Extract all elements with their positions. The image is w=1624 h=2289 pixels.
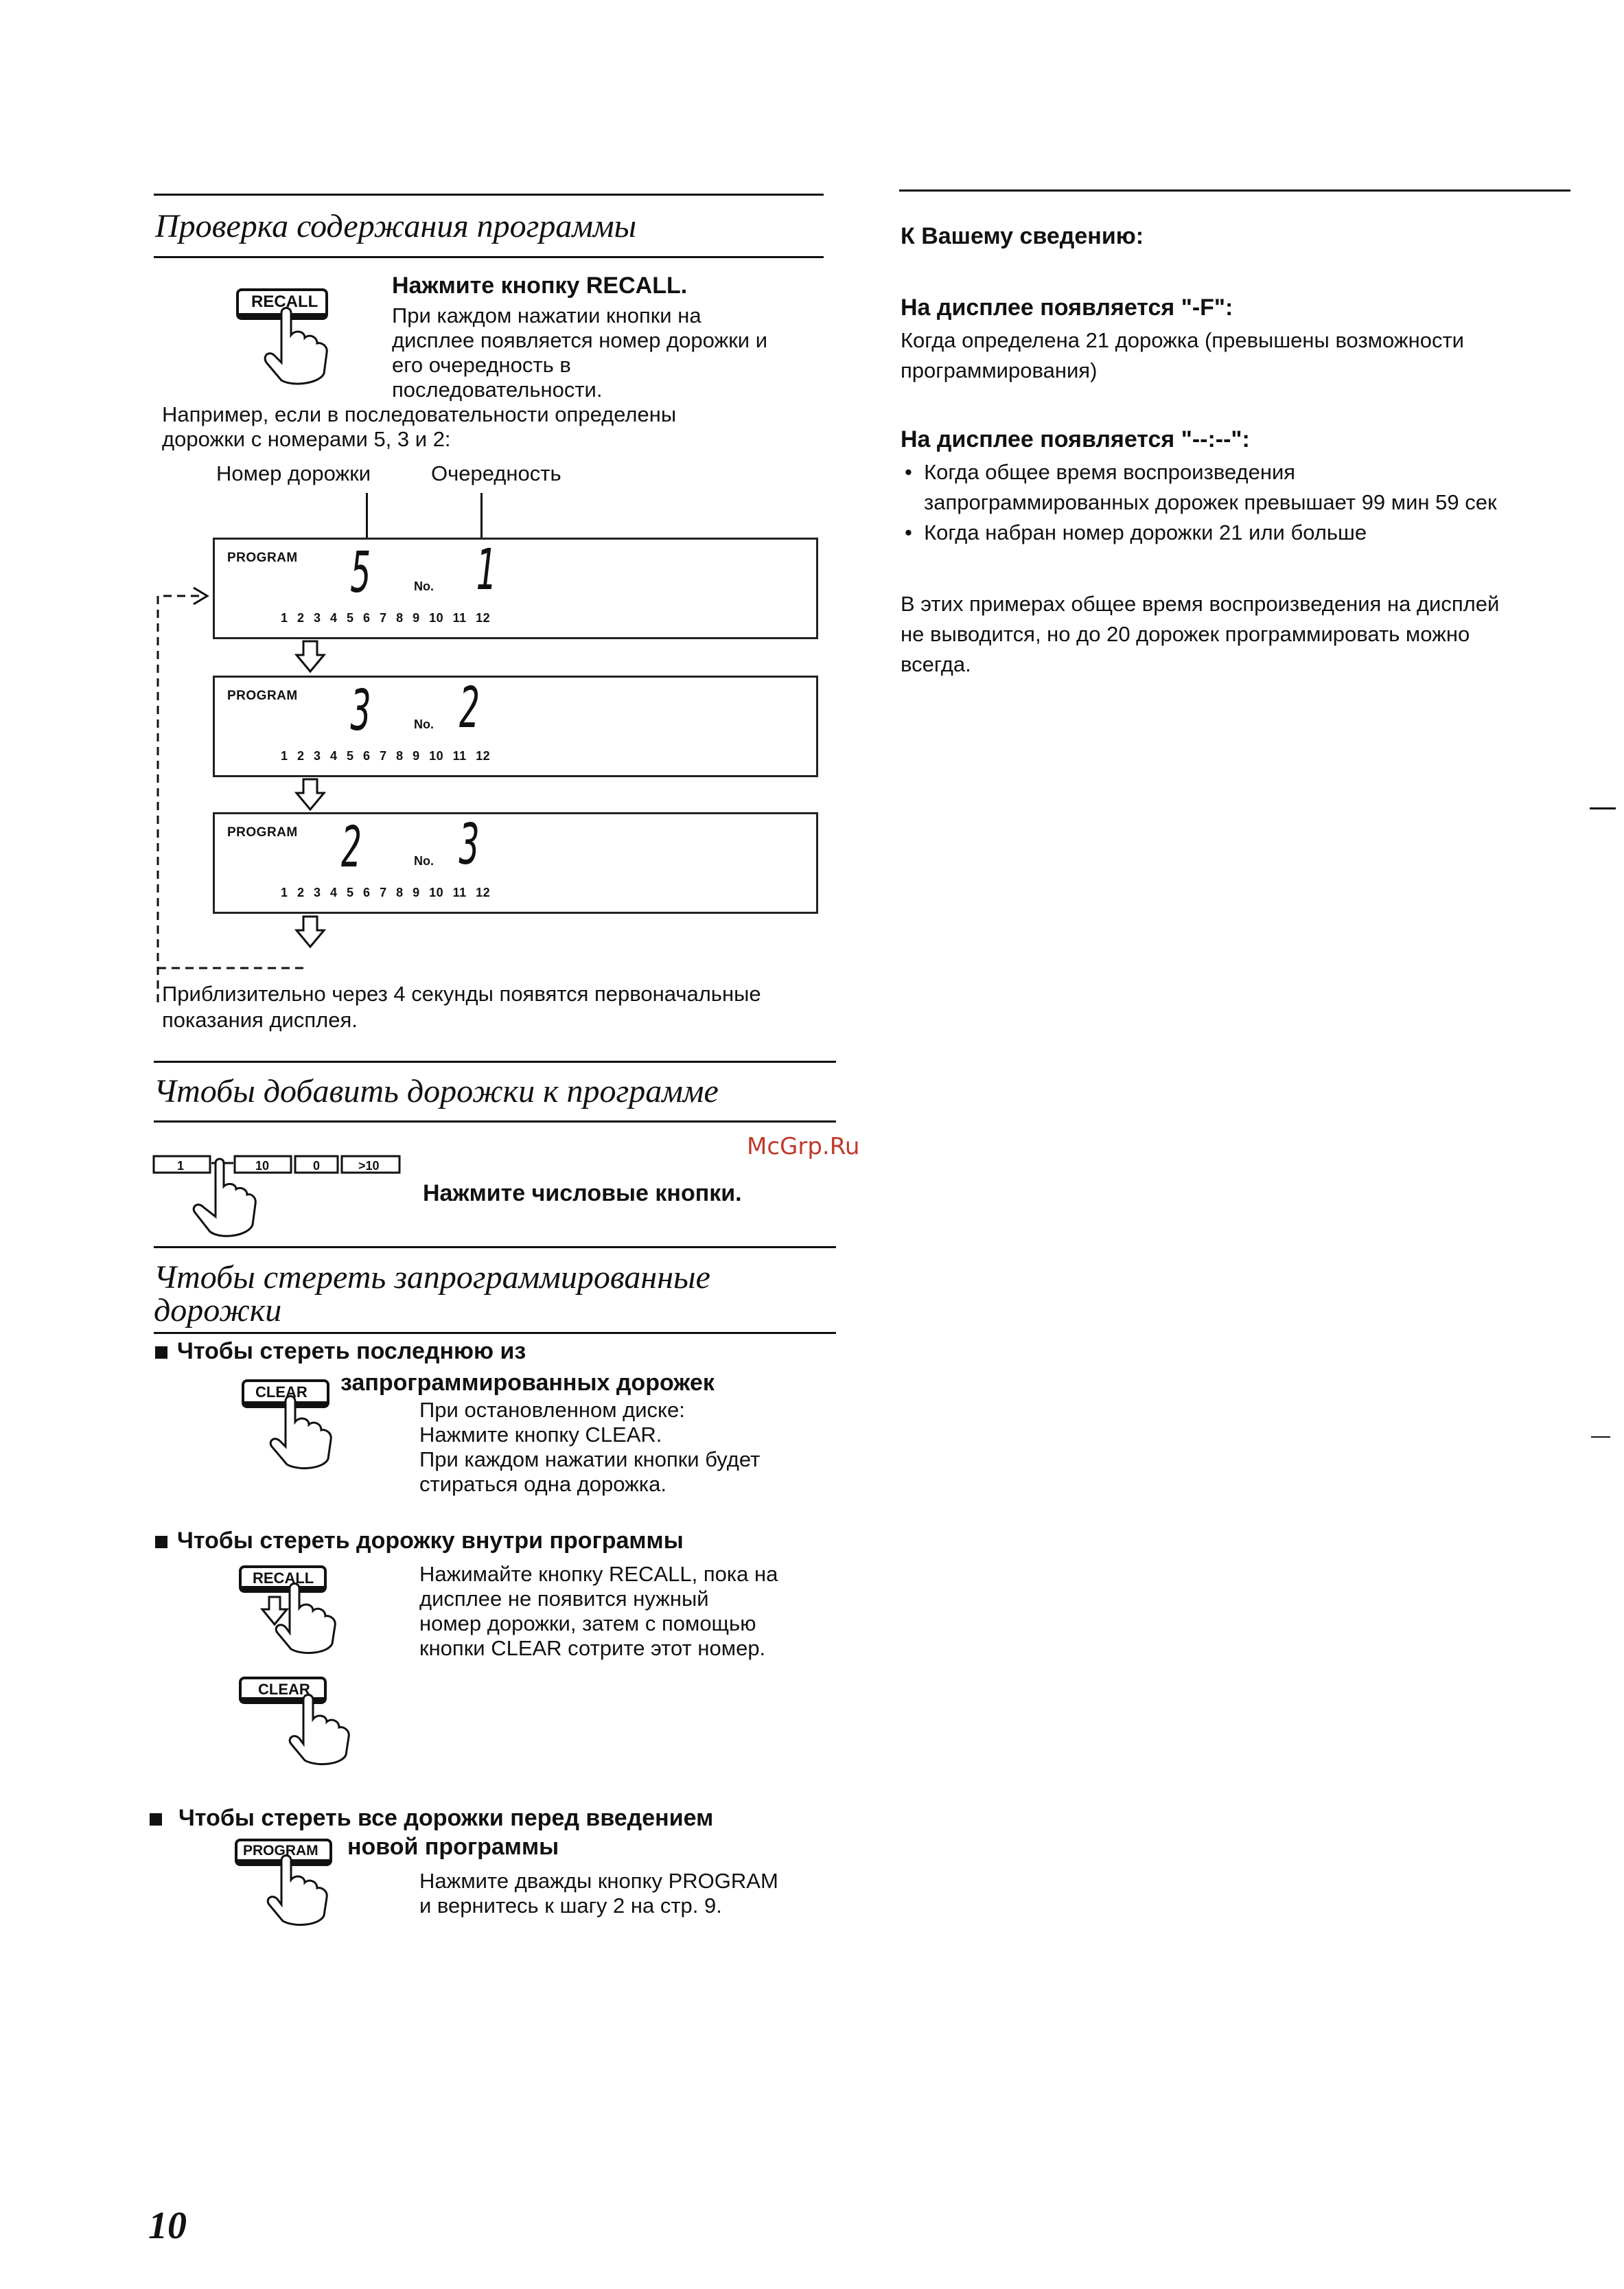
example-line-2: дорожки с номерами 5, 3 и 2: bbox=[162, 427, 451, 451]
rule-erase-top bbox=[154, 1246, 836, 1248]
section-title-erase-line-1: Чтобы стереть запрограммированные bbox=[154, 1259, 710, 1296]
check-action-heading: Нажмите кнопку RECALL. bbox=[392, 273, 688, 299]
display-digit-order: 3 bbox=[459, 812, 480, 877]
display-digit-track: 5 bbox=[351, 540, 371, 606]
no-label: No. bbox=[414, 854, 434, 868]
scan-mark-right bbox=[1590, 807, 1616, 809]
f-line-1: Когда определена 21 дорожка (превышены возможности bbox=[901, 328, 1464, 352]
program-label: PROGRAM bbox=[227, 689, 298, 703]
erase-inside-line-1: Нажимайте кнопку RECALL, пока на bbox=[419, 1562, 778, 1586]
square-bullet-icon bbox=[150, 1813, 162, 1826]
section-title-check: Проверка содержания программы bbox=[155, 208, 637, 244]
erase-last-heading-2: запрограммированных дорожек bbox=[340, 1370, 715, 1396]
erase-inside-heading bbox=[155, 1528, 684, 1554]
erase-inside-line-3: номер дорожки, затем с помощью bbox=[419, 1611, 756, 1635]
check-action-line-4: последовательности. bbox=[392, 378, 603, 402]
scan-mark-right-2 bbox=[1591, 1436, 1610, 1438]
display-digit-track: 2 bbox=[341, 815, 362, 880]
square-bullet-icon bbox=[155, 1536, 167, 1548]
rule-top-left bbox=[154, 194, 824, 196]
program-button-illustration bbox=[233, 1837, 350, 1940]
square-bullet-icon bbox=[155, 1346, 167, 1359]
clear-button-illustration bbox=[240, 1377, 350, 1473]
f-heading: На дисплее появляется "-F": bbox=[901, 295, 1233, 321]
note-line-3: всегда. bbox=[901, 652, 971, 676]
rule-under-erase-title bbox=[154, 1332, 836, 1334]
display-digit-track: 3 bbox=[351, 678, 371, 744]
check-action-line-3: его очередность в bbox=[392, 353, 571, 377]
program-display-1 bbox=[213, 538, 818, 639]
note-line-1: В этих примерах общее время воспроизведения на дисплей bbox=[901, 592, 1500, 616]
program-button-label: PROGRAM bbox=[243, 1843, 318, 1859]
dash-bullet-1: • Когда общее время воспроизведения bbox=[905, 460, 1296, 484]
program-display-2 bbox=[213, 676, 818, 777]
hand-press-icon bbox=[237, 1564, 375, 1784]
f-line-2: программирования) bbox=[901, 358, 1098, 382]
display-digit-order: 1 bbox=[476, 538, 496, 603]
track-number-row: 1 2 3 4 5 6 7 8 9 10 11 12 bbox=[281, 886, 491, 899]
arrow-down-icon bbox=[294, 640, 327, 674]
track-number-row: 1 2 3 4 5 6 7 8 9 10 11 12 bbox=[281, 749, 491, 763]
check-action-line-2: дисплее появляется номер дорожки и bbox=[392, 328, 768, 352]
dash-bullet-2: • Когда набран номер дорожки 21 или больше bbox=[905, 520, 1367, 544]
key-label-10: 10 bbox=[255, 1159, 270, 1173]
no-label: No. bbox=[414, 579, 434, 593]
rule-under-add-title bbox=[154, 1120, 836, 1123]
erase-all-heading-1 bbox=[150, 1806, 713, 1831]
recall-button-label: RECALL bbox=[253, 1569, 314, 1587]
dash-bullet-2-text: Когда набран номер дорожки 21 или больше bbox=[924, 520, 1367, 544]
program-label: PROGRAM bbox=[227, 825, 298, 840]
rule-top-right bbox=[899, 189, 1570, 192]
section-title-add: Чтобы добавить дорожки к программе bbox=[154, 1073, 719, 1109]
dash-heading: На дисплее появляется "--:--": bbox=[901, 426, 1250, 452]
erase-all-line-1: Нажмите дважды кнопку PROGRAM bbox=[419, 1869, 778, 1893]
erase-last-heading-1 bbox=[155, 1339, 526, 1364]
note-line-2: не выводится, но до 20 дорожек программировать можно bbox=[901, 622, 1470, 646]
label-order: Очередность bbox=[431, 461, 561, 485]
clear-button-label: CLEAR bbox=[258, 1681, 310, 1698]
check-action-line-1: При каждом нажатии кнопки на bbox=[392, 303, 701, 327]
erase-last-line-2: Нажмите кнопку CLEAR. bbox=[419, 1423, 662, 1447]
erase-last-line-3: При каждом нажатии кнопки будет bbox=[419, 1447, 761, 1471]
clear-button-label: CLEAR bbox=[255, 1383, 308, 1401]
track-number-row: 1 2 3 4 5 6 7 8 9 10 11 12 bbox=[281, 611, 491, 625]
add-action: Нажмите числовые кнопки. bbox=[423, 1180, 742, 1206]
recall-button-illustration bbox=[233, 287, 357, 390]
erase-last-line-4: стираться одна дорожка. bbox=[419, 1472, 666, 1496]
program-label: PROGRAM bbox=[227, 551, 298, 565]
recall-clear-illustration bbox=[237, 1564, 375, 1784]
arrow-down-icon bbox=[294, 778, 327, 812]
erase-inside-line-2: дисплее не появится нужный bbox=[419, 1587, 709, 1611]
rule-under-check-title bbox=[154, 256, 824, 258]
program-display-3 bbox=[213, 812, 818, 914]
erase-inside-line-4: кнопки CLEAR сотрите этот номер. bbox=[419, 1636, 766, 1660]
erase-last-heading-1-text: Чтобы стереть последнюю из bbox=[177, 1338, 526, 1364]
display-digit-order: 2 bbox=[459, 676, 480, 741]
erase-all-line-2: и вернитесь к шагу 2 на стр. 9. bbox=[419, 1894, 722, 1918]
key-label-over-10: >10 bbox=[358, 1159, 380, 1173]
arrow-down-icon bbox=[294, 915, 327, 950]
section-title-erase-line-2: дорожки bbox=[154, 1292, 282, 1328]
page-number: 10 bbox=[148, 2205, 187, 2247]
no-label: No. bbox=[414, 717, 434, 731]
numeric-keys-illustration bbox=[152, 1152, 413, 1255]
erase-all-heading-1-text: Чтобы стереть все дорожки перед введением bbox=[178, 1805, 714, 1831]
erase-inside-heading-text: Чтобы стереть дорожку внутри программы bbox=[177, 1528, 684, 1554]
rule-add-top bbox=[154, 1061, 836, 1063]
example-line-1: Например, если в последовательности определены bbox=[162, 402, 677, 426]
dash-bullet-1-cont: запрограммированных дорожек превышает 99 мин 59 сек bbox=[924, 490, 1497, 514]
erase-last-line-1: При остановленном диске: bbox=[419, 1398, 685, 1422]
erase-all-heading-2: новой программы bbox=[347, 1834, 559, 1860]
label-track-number: Номер дорожки bbox=[216, 461, 371, 485]
info-title: К Вашему сведению: bbox=[901, 223, 1144, 249]
dash-bullet-1-text: Когда общее время воспроизведения bbox=[924, 460, 1296, 484]
key-label-1: 1 bbox=[177, 1159, 185, 1173]
recall-button-label: RECALL bbox=[251, 292, 318, 311]
check-footer-line-1: Приблизительно через 4 секунды появятся первоначальные bbox=[162, 982, 761, 1006]
watermark: McGrp.Ru bbox=[747, 1133, 860, 1160]
check-footer-line-2: показания дисплея. bbox=[162, 1008, 358, 1032]
key-label-0: 0 bbox=[313, 1159, 321, 1173]
